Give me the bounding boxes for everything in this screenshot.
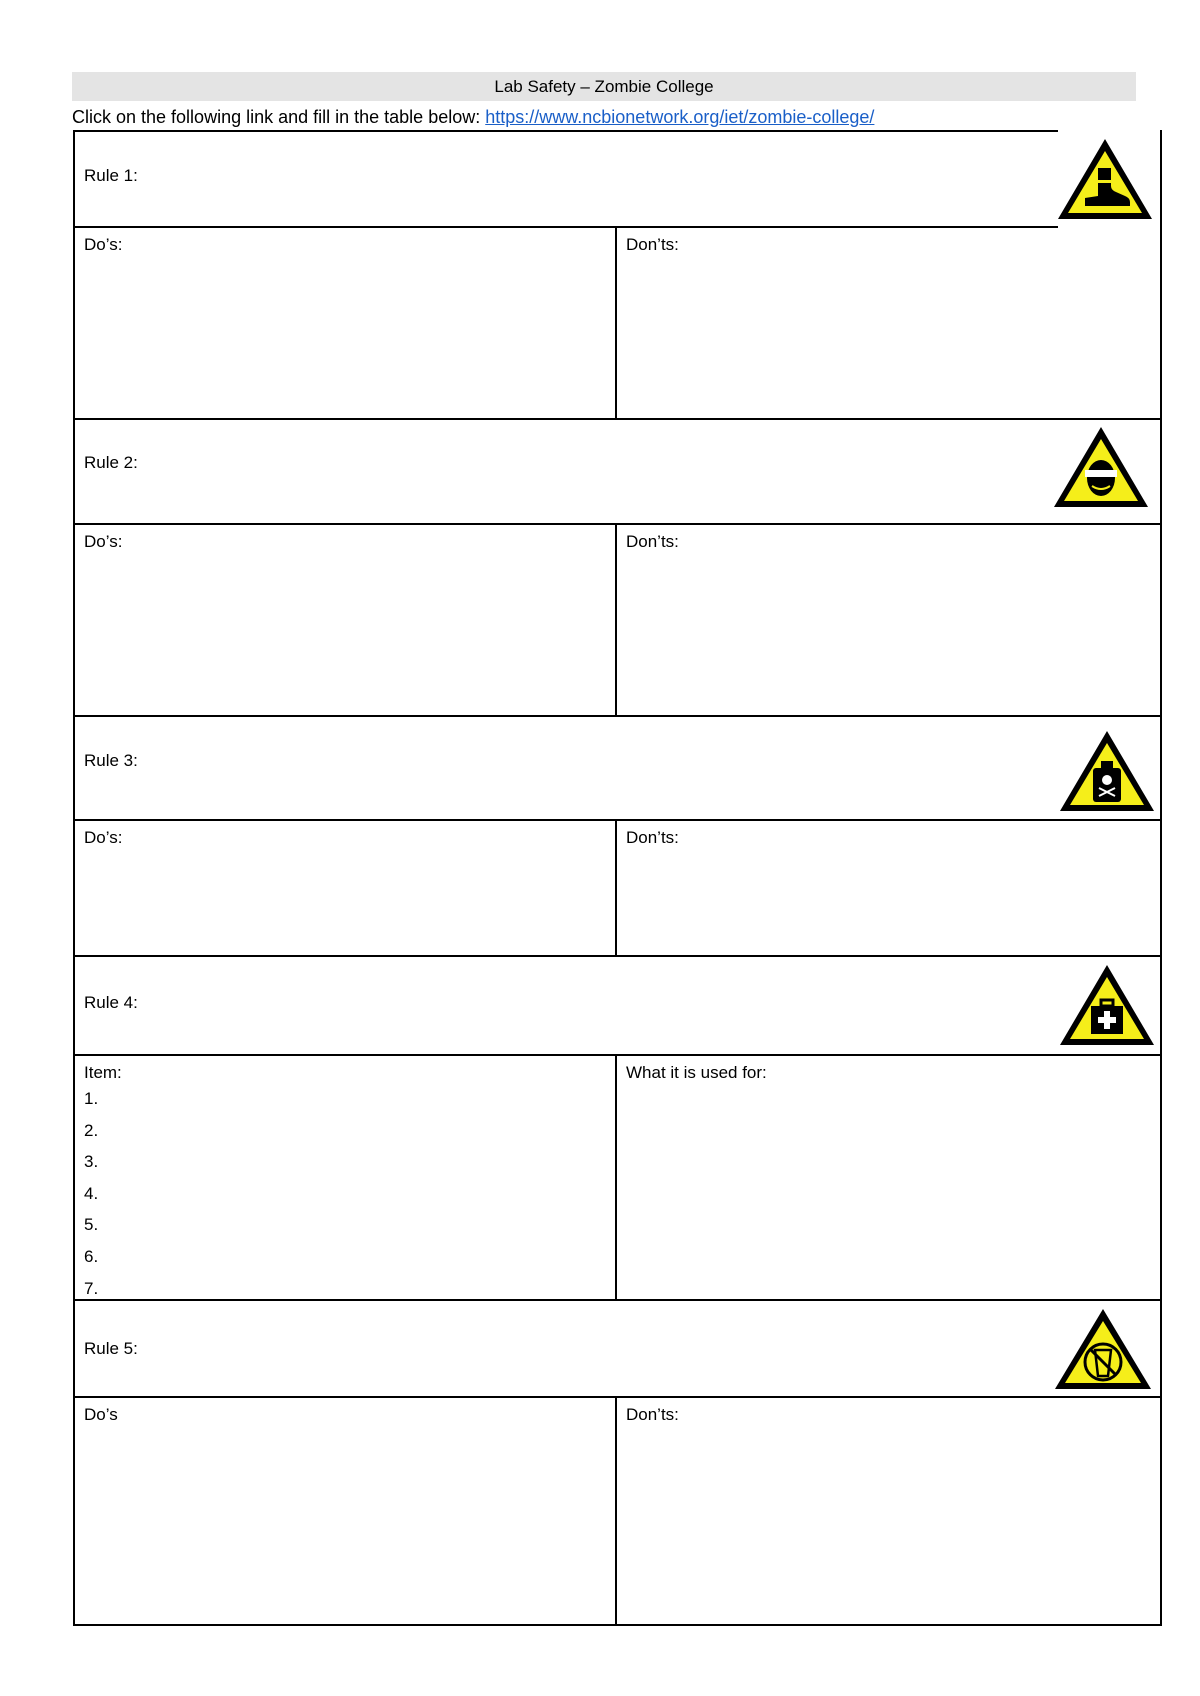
instruction-text: Click on the following link and fill in the table below: [72, 107, 486, 127]
table-border-left [73, 130, 75, 1626]
rule-2-column-divider [615, 523, 617, 717]
boot-hazard-sign [1055, 136, 1155, 222]
list-item: 1. [84, 1089, 99, 1108]
table-border-bottom [73, 1624, 1162, 1626]
rule-1-donts-label: Don’ts: [626, 235, 679, 254]
zombie-college-link[interactable]: https://www.ncbionetwork.org/iet/zombie-college/ [485, 107, 875, 127]
rule-4-bottom [73, 1299, 1162, 1301]
rule-4-usage-label: What it is used for: [626, 1063, 767, 1082]
rule-5-dos-label: Do’s [84, 1405, 118, 1424]
list-item: 2. [84, 1120, 99, 1140]
rule-4-divider [73, 1054, 1162, 1056]
rule-2-dos-label: Do’s: [84, 532, 123, 551]
no-drinking-hazard-sign [1051, 1306, 1155, 1392]
rule-3-donts-label: Don’ts: [626, 828, 679, 847]
rule-2-label: Rule 2: [84, 453, 138, 472]
table-border-right [1160, 130, 1162, 1626]
rule-1-bottom [73, 418, 1162, 420]
rule-3-divider [73, 819, 1162, 821]
instruction-line [72, 104, 874, 130]
rule-1-label: Rule 1: [84, 166, 138, 185]
list-item: 3. [84, 1152, 99, 1172]
rule-5-donts-label: Don’ts: [626, 1405, 679, 1424]
list-item: 5. [84, 1215, 99, 1235]
rule-2-bottom [73, 715, 1162, 717]
rule-1-divider [73, 226, 1058, 228]
rule-1-column-divider [615, 226, 617, 420]
rule-5-divider [73, 1396, 1162, 1398]
rule-2-donts-label: Don’ts: [626, 532, 679, 551]
rule-5-label: Rule 5: [84, 1339, 138, 1358]
rule-3-bottom [73, 955, 1162, 957]
poison-bottle-hazard-sign [1057, 728, 1157, 814]
rule-3-label: Rule 3: [84, 751, 138, 770]
face-shield-hazard-sign [1051, 424, 1151, 510]
rule-5-column-divider [615, 1396, 617, 1626]
page-title: Lab Safety – Zombie College [72, 72, 1136, 101]
rule-4-item-label: Item: [84, 1063, 122, 1082]
worksheet-table [73, 130, 1163, 1626]
table-border-top [73, 130, 1058, 132]
first-aid-hazard-sign [1057, 962, 1157, 1048]
list-item: 7. [84, 1278, 99, 1298]
rule-4-item-list [84, 1088, 98, 1309]
rule-4-column-divider [615, 1054, 617, 1301]
list-item: 4. [84, 1183, 99, 1203]
list-item: 6. [84, 1246, 99, 1266]
rule-2-divider [73, 523, 1162, 525]
rule-1-dos-label: Do’s: [84, 235, 123, 254]
rule-4-label: Rule 4: [84, 993, 138, 1012]
rule-3-column-divider [615, 819, 617, 957]
rule-3-dos-label: Do’s: [84, 828, 123, 847]
